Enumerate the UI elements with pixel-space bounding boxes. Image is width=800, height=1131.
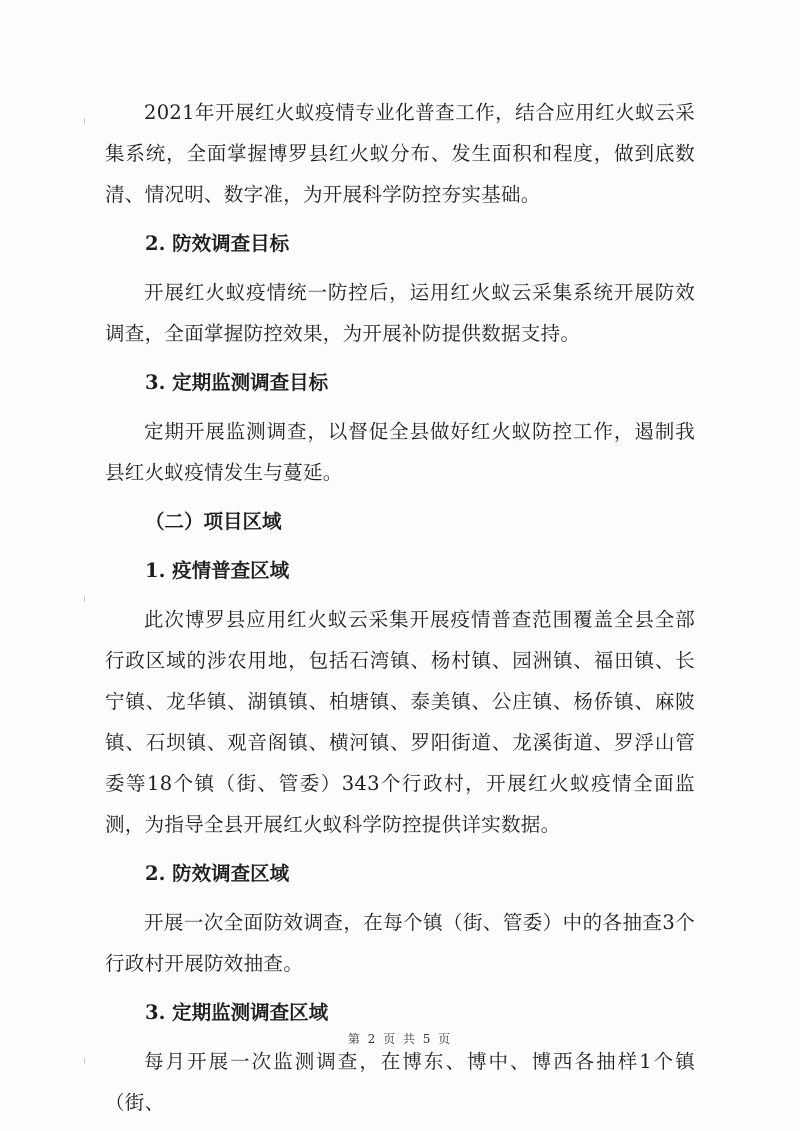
heading-project-area: （二）项目区域 <box>145 510 282 533</box>
document-body <box>105 92 695 1123</box>
paragraph-control-effect-goal: 开展红火蚁疫情统一防控后，运用红火蚁云采集系统开展防效调查，全面掌握防控效果，为开展补防提供数据支持。 <box>105 281 695 345</box>
page-number-footer: 第 2 页 共 5 页 <box>347 1032 453 1046</box>
scan-mark <box>84 118 85 124</box>
paragraph-control-effect-area: 开展一次全面防效调查，在每个镇（街、管委）中的各抽查3个行政村开展防效抽查。 <box>105 911 695 975</box>
paragraph-survey-area: 此次博罗县应用红火蚁云采集开展疫情普查范围覆盖全县全部行政区域的涉农用地，包括石湾镇、杨村镇、园洲镇、福田镇、长宁镇、龙华镇、湖镇镇、柏塘镇、泰美镇、公庄镇、杨侨镇、麻陂镇、石坝镇、观音阁镇、横河镇、罗阳街道、龙溪街道、罗浮山管委等18个镇（街、管委）343个行政村，开展红火蚁疫情全面监测，为指导全县开展红火蚁科学防控提供详实数据。 <box>105 608 695 836</box>
scan-mark <box>84 596 85 602</box>
paragraph-survey-goal: 2021年开展红火蚁疫情专业化普查工作，结合应用红火蚁云采集系统，全面掌握博罗县红火蚁分布、发生面积和程度，做到底数清、情况明、数字准，为开展科学防控夯实基础。 <box>105 101 695 206</box>
heading-control-effect-goal: 2. 防效调查目标 <box>145 232 290 255</box>
scan-mark <box>84 1058 85 1064</box>
heading-control-effect-area: 2. 防效调查区域 <box>145 862 290 885</box>
paragraph-monitoring-goal: 定期开展监测调查，以督促全县做好红火蚁防控工作，遏制我县红火蚁疫情发生与蔓延。 <box>105 420 695 484</box>
heading-monitoring-area: 3. 定期监测调查区域 <box>145 1001 329 1024</box>
heading-monitoring-goal: 3. 定期监测调查目标 <box>145 371 329 394</box>
heading-survey-area: 1. 疫情普查区域 <box>145 559 290 582</box>
paragraph-monitoring-area: 每月开展一次监测调查，在博东、博中、博西各抽样1个镇（街、 <box>105 1050 695 1114</box>
